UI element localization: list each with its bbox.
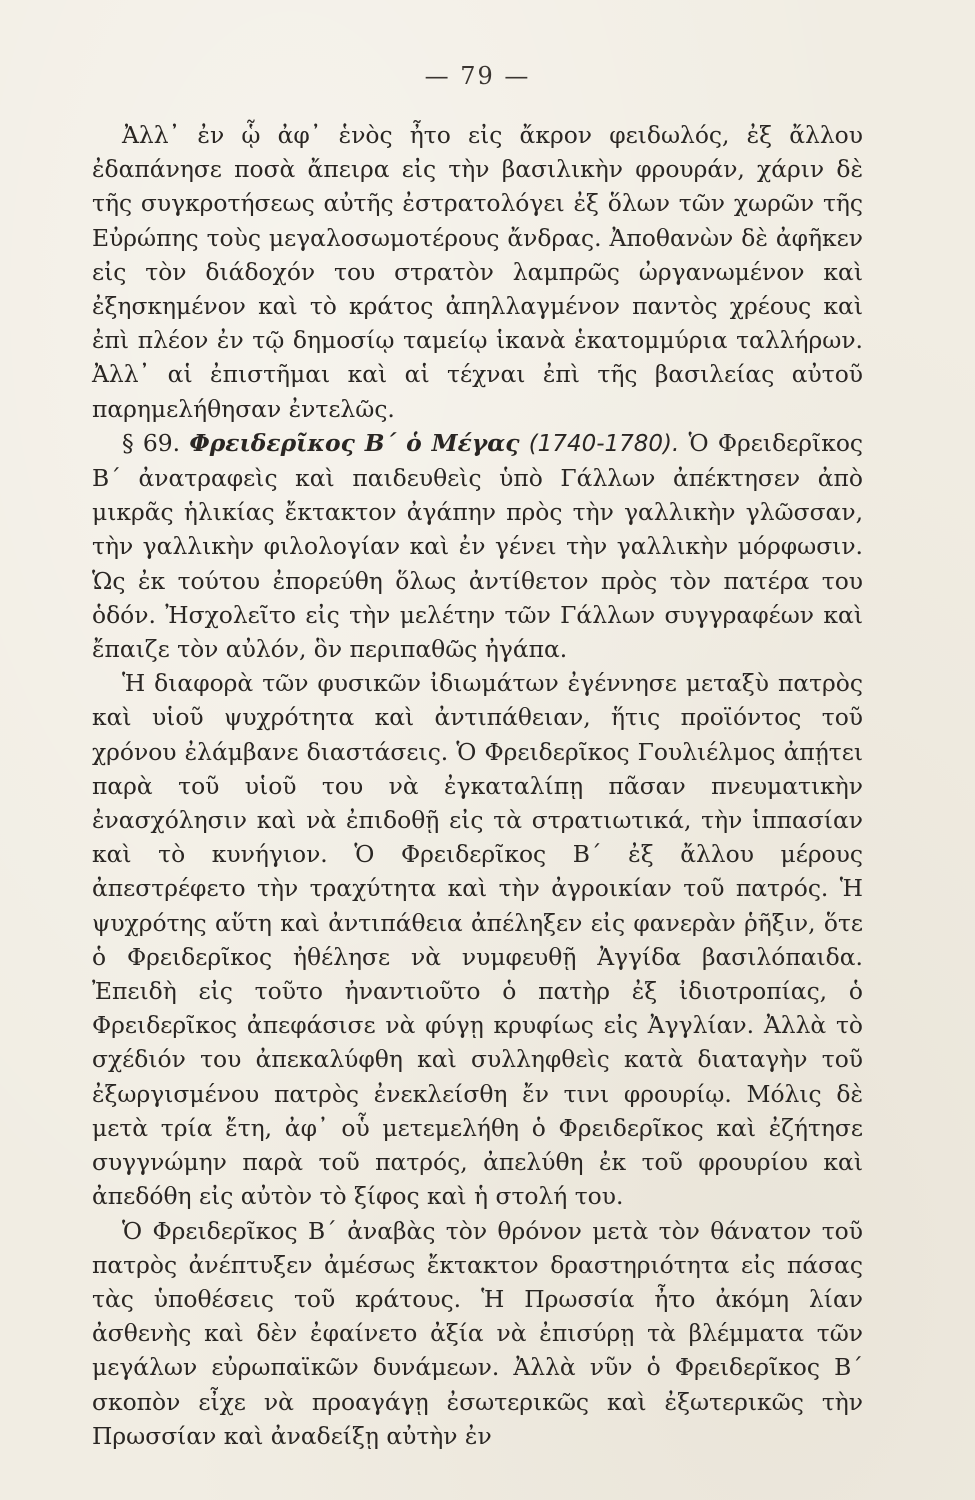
- section-years: (1740-1780).: [528, 430, 680, 457]
- page-number: — 79 —: [424, 62, 531, 90]
- paragraph-2-body: Ὁ Φρειδερῖκος Β΄ ἀνατραφεὶς καὶ παιδευθεὶς ὑπὸ Γάλλων ἀπέκτησεν ἀπὸ μικρᾶς ἡλικίας ἔκτακτον ἀγάπην πρὸς τὴν γαλλικὴν γλῶσσαν, τὴν γαλλικὴν φιλολογίαν καὶ ἐν γένει τὴν γαλλικὴν μόρφωσιν. Ὡς ἐκ τούτου ἐπορεύθη ὅλως ἀντίθετον πρὸς τὸν πατέρα του ὁδόν. Ἠσχολεῖτο εἰς τὴν μελέτην τῶν Γάλλων συγγραφέων καὶ ἔπαιζε τὸν αὐλόν, ὃν περιπαθῶς ἠγάπα.: [92, 428, 863, 664]
- paragraph-2: [92, 426, 863, 666]
- page-body: [92, 118, 863, 1453]
- section-title: Φρειδερῖκος Β΄ ὁ Μέγας: [189, 428, 520, 457]
- paragraph-3: Ἡ διαφορὰ τῶν φυσικῶν ἰδιωμάτων ἐγέννησε μεταξὺ πατρὸς καὶ υἱοῦ ψυχρότητα καὶ ἀντιπάθειαν, ἥτις προϊόντος τοῦ χρόνου ἐλάμβανε διαστάσεις. Ὁ Φρειδερῖκος Γουλιέλμος ἀπῄτει παρὰ τοῦ υἱοῦ του νὰ ἐγκαταλίπῃ πᾶσαν πνευματικὴν ἐνασχόλησιν καὶ νὰ ἐπιδοθῇ εἰς τὰ στρατιωτικά, τὴν ἱππασίαν καὶ τὸ κυνήγιον. Ὁ Φρειδερῖκος Β΄ ἐξ ἄλλου μέρους ἀπεστρέφετο τὴν τραχύτητα καὶ τὴν ἀγροικίαν τοῦ πατρός. Ἡ ψυχρότης αὕτη καὶ ἀντιπάθεια ἀπέληξεν εἰς φανερὰν ῥῆξιν, ὅτε ὁ Φρειδερῖκος ἠθέλησε νὰ νυμφευθῇ Ἀγγίδα βασιλόπαιδα. Ἐπειδὴ εἰς τοῦτο ἠναντιοῦτο ὁ πατὴρ ἐξ ἰδιοτροπίας, ὁ Φρειδερῖκος ἀπεφάσισε νὰ φύγῃ κρυφίως εἰς Ἀγγλίαν. Ἀλλὰ τὸ σχέδιόν του ἀπεκαλύφθη καὶ συλληφθεὶς κατὰ διαταγὴν τοῦ ἐξωργισμένου πατρὸς ἐνεκλείσθη ἔν τινι φρουρίῳ. Μόλις δὲ μετὰ τρία ἔτη, ἀφ᾿ οὗ μετεμελήθη ὁ Φρειδερῖκος καὶ ἐζήτησε συγγνώμην παρὰ τοῦ πατρός, ἀπελύθη ἐκ τοῦ φρουρίου καὶ ἀπεδόθη εἰς αὐτὸν τὸ ξίφος καὶ ἡ στολή του.: [92, 669, 863, 1211]
- paragraph-1: Ἀλλ᾿ ἐν ᾧ ἀφ᾿ ἑνὸς ἦτο εἰς ἄκρον φειδωλός, ἐξ ἄλλου ἐδαπάνησε ποσὰ ἄπειρα εἰς τὴν βασιλικὴν φρουράν, χάριν δὲ τῆς συγκροτήσεως αὐτῆς ἐστρατολόγει ἐξ ὅλων τῶν χωρῶν τῆς Εὐρώπης τοὺς μεγαλοσωμοτέρους ἄνδρας. Ἀποθανὼν δὲ ἀφῆκεν εἰς τὸν διάδοχόν του στρατὸν λαμπρῶς ὠργανωμένον καὶ ἐξησκημένον καὶ τὸ κράτος ἀπηλλαγμένον παντὸς χρέους καὶ ἐπὶ πλέον ἐν τῷ δημοσίῳ ταμείῳ ἱκανὰ ἑκατομμύρια ταλλήρων. Ἀλλ᾿ αἱ ἐπιστῆμαι καὶ αἱ τέχναι ἐπὶ τῆς βασιλείας αὐτοῦ παρημελήθησαν ἐντελῶς.: [92, 121, 863, 423]
- paragraph-4: Ὁ Φρειδερῖκος Β΄ ἀναβὰς τὸν θρόνον μετὰ τὸν θάνατον τοῦ πατρὸς ἀνέπτυξεν ἀμέσως ἔκτακτον δραστηριότητα εἰς πάσας τὰς ὑποθέσεις τοῦ κράτους. Ἡ Πρωσσία ἦτο ἀκόμη λίαν ἀσθενὴς καὶ δὲν ἐφαίνετο ἀξία νὰ ἐπισύρῃ τὰ βλέμματα τῶν μεγάλων εὐρωπαϊκῶν δυνάμεων. Ἀλλὰ νῦν ὁ Φρειδερῖκος Β΄ σκοπὸν εἶχε νὰ προαγάγῃ ἐσωτερικῶς καὶ ἐξωτερικῶς τὴν Πρωσσίαν καὶ ἀναδείξῃ αὐτὴν ἐν: [92, 1216, 863, 1450]
- section-number: § 69.: [122, 428, 181, 457]
